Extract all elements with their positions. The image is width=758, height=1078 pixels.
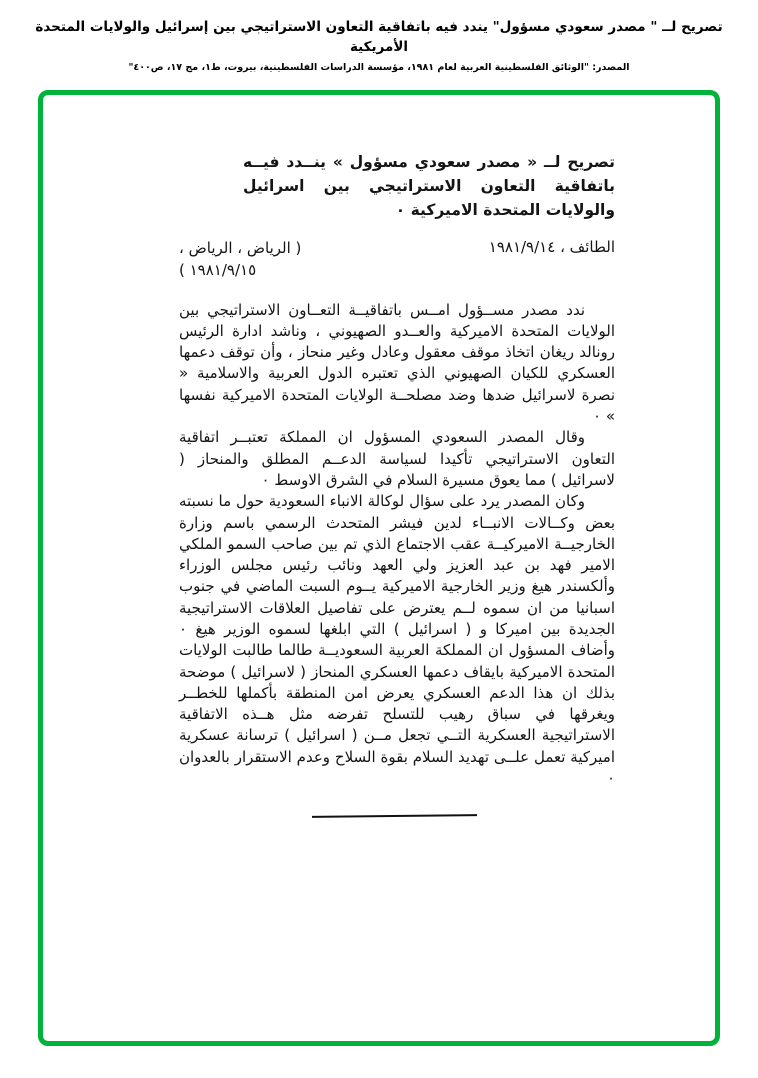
header-title: تصريح لــ " مصدر سعودي مسؤول" يندد فيه باتفاقية التعاون الاستراتيجي بين إسرائيل والولايات المتحدة الأمريكية — [35, 19, 723, 55]
document-title: تصريح لــ « مصدر سعودي مسؤول » ينــدد فيــه باتفاقية التعاون الاستراتيجي بين اسرائيل والولايات المتحدة الاميركية ٠ — [243, 153, 615, 220]
page-header — [0, 18, 758, 73]
dateline — [179, 238, 615, 282]
document-paragraph: ندد مصدر مســؤول امــس باتفاقيــة التعــاون الاستراتيجي بين الولايات المتحدة الاميركية والعــدو الصهيوني ، وناشد ادارة الرئيس رونالد ريغان اتخاذ موقف معقول وعادل وغير منحاز ، وأن توقف دعمها العسكري للكيان الصهيوني الذي تعتبره الدول العربية والاسلامية « نصرة لاسرائيل ضدها وضد مصلحــة الولايات المتحدة الاميركية نفسها » ٠ — [179, 300, 615, 426]
dateline-secondary-place-date: ( الرياض ، الرياض ، ١٩٨١/٩/١٥ ) — [179, 239, 302, 279]
header-source-citation: المصدر: "الوثائق الفلسطينية العربية لعام ١٩٨١، مؤسسة الدراسات الفلسطينية، بيروت، ط١، مج ١٧، ص٤٠٠" — [128, 62, 630, 74]
document-paragraph: وقال المصدر السعودي المسؤول ان المملكة تعتبــر اتفاقية التعاون الاستراتيجي تأكيدا لسياسة الدعــم المطلق والمنحاز ( لاسرائيل ) مما يعوق مسيرة السلام في الشرق الاوسط ٠ — [179, 428, 615, 489]
document-paragraph: وكان المصدر يرد على سؤال لوكالة الانباء السعودية حول ما نسبته بعض وكــالات الانبــاء لدين فيشر المتحدث الرسمي باسم وزارة الخارجيــة الاميركيــة عقب الاجتماع الذي تم بين صاحب السمو الملكي الامير فهد بن عبد العزيز ولي العهد ونائب رئيس مجلس الوزراء وألكسندر هيغ وزير الخارجية الاميركية يــوم السبت الماضي في جنوب اسبانيا من ان سموه لــم يعترض على تفاصيل العلاقات الاستراتيجية الجديدة بين اميركا و ( اسرائيل ) التي ابلغها لسموه الوزير هيغ ٠ وأضاف المسؤول ان المملكة العربية السعوديــة طالما طالبت الولايات المتحدة الاميركية بايقاف دعمها العسكري المنحاز ( لاسرائيل ) موضحة بذلك ان هذا الدعم العسكري يعرض امن المنطقة بأكملها للخطــر ويغرقها في سباق رهيب للتسلح تفرضه مثل هــذه الاتفاقية الاستراتيجية العسكرية التــي تجعل مــن ( اسرائيل ) ترسانة عسكرية اميركية تعمل علــى تهديد السلام بقوة السلاح وعدم الاستقرار بالعدوان ٠ — [179, 492, 615, 788]
document-frame — [38, 90, 720, 1046]
dateline-place-date: الطائف ، ١٩٨١/٩/١٤ — [488, 238, 615, 257]
scanned-document — [179, 150, 615, 817]
document-body — [179, 300, 615, 790]
end-divider-line — [312, 815, 477, 819]
